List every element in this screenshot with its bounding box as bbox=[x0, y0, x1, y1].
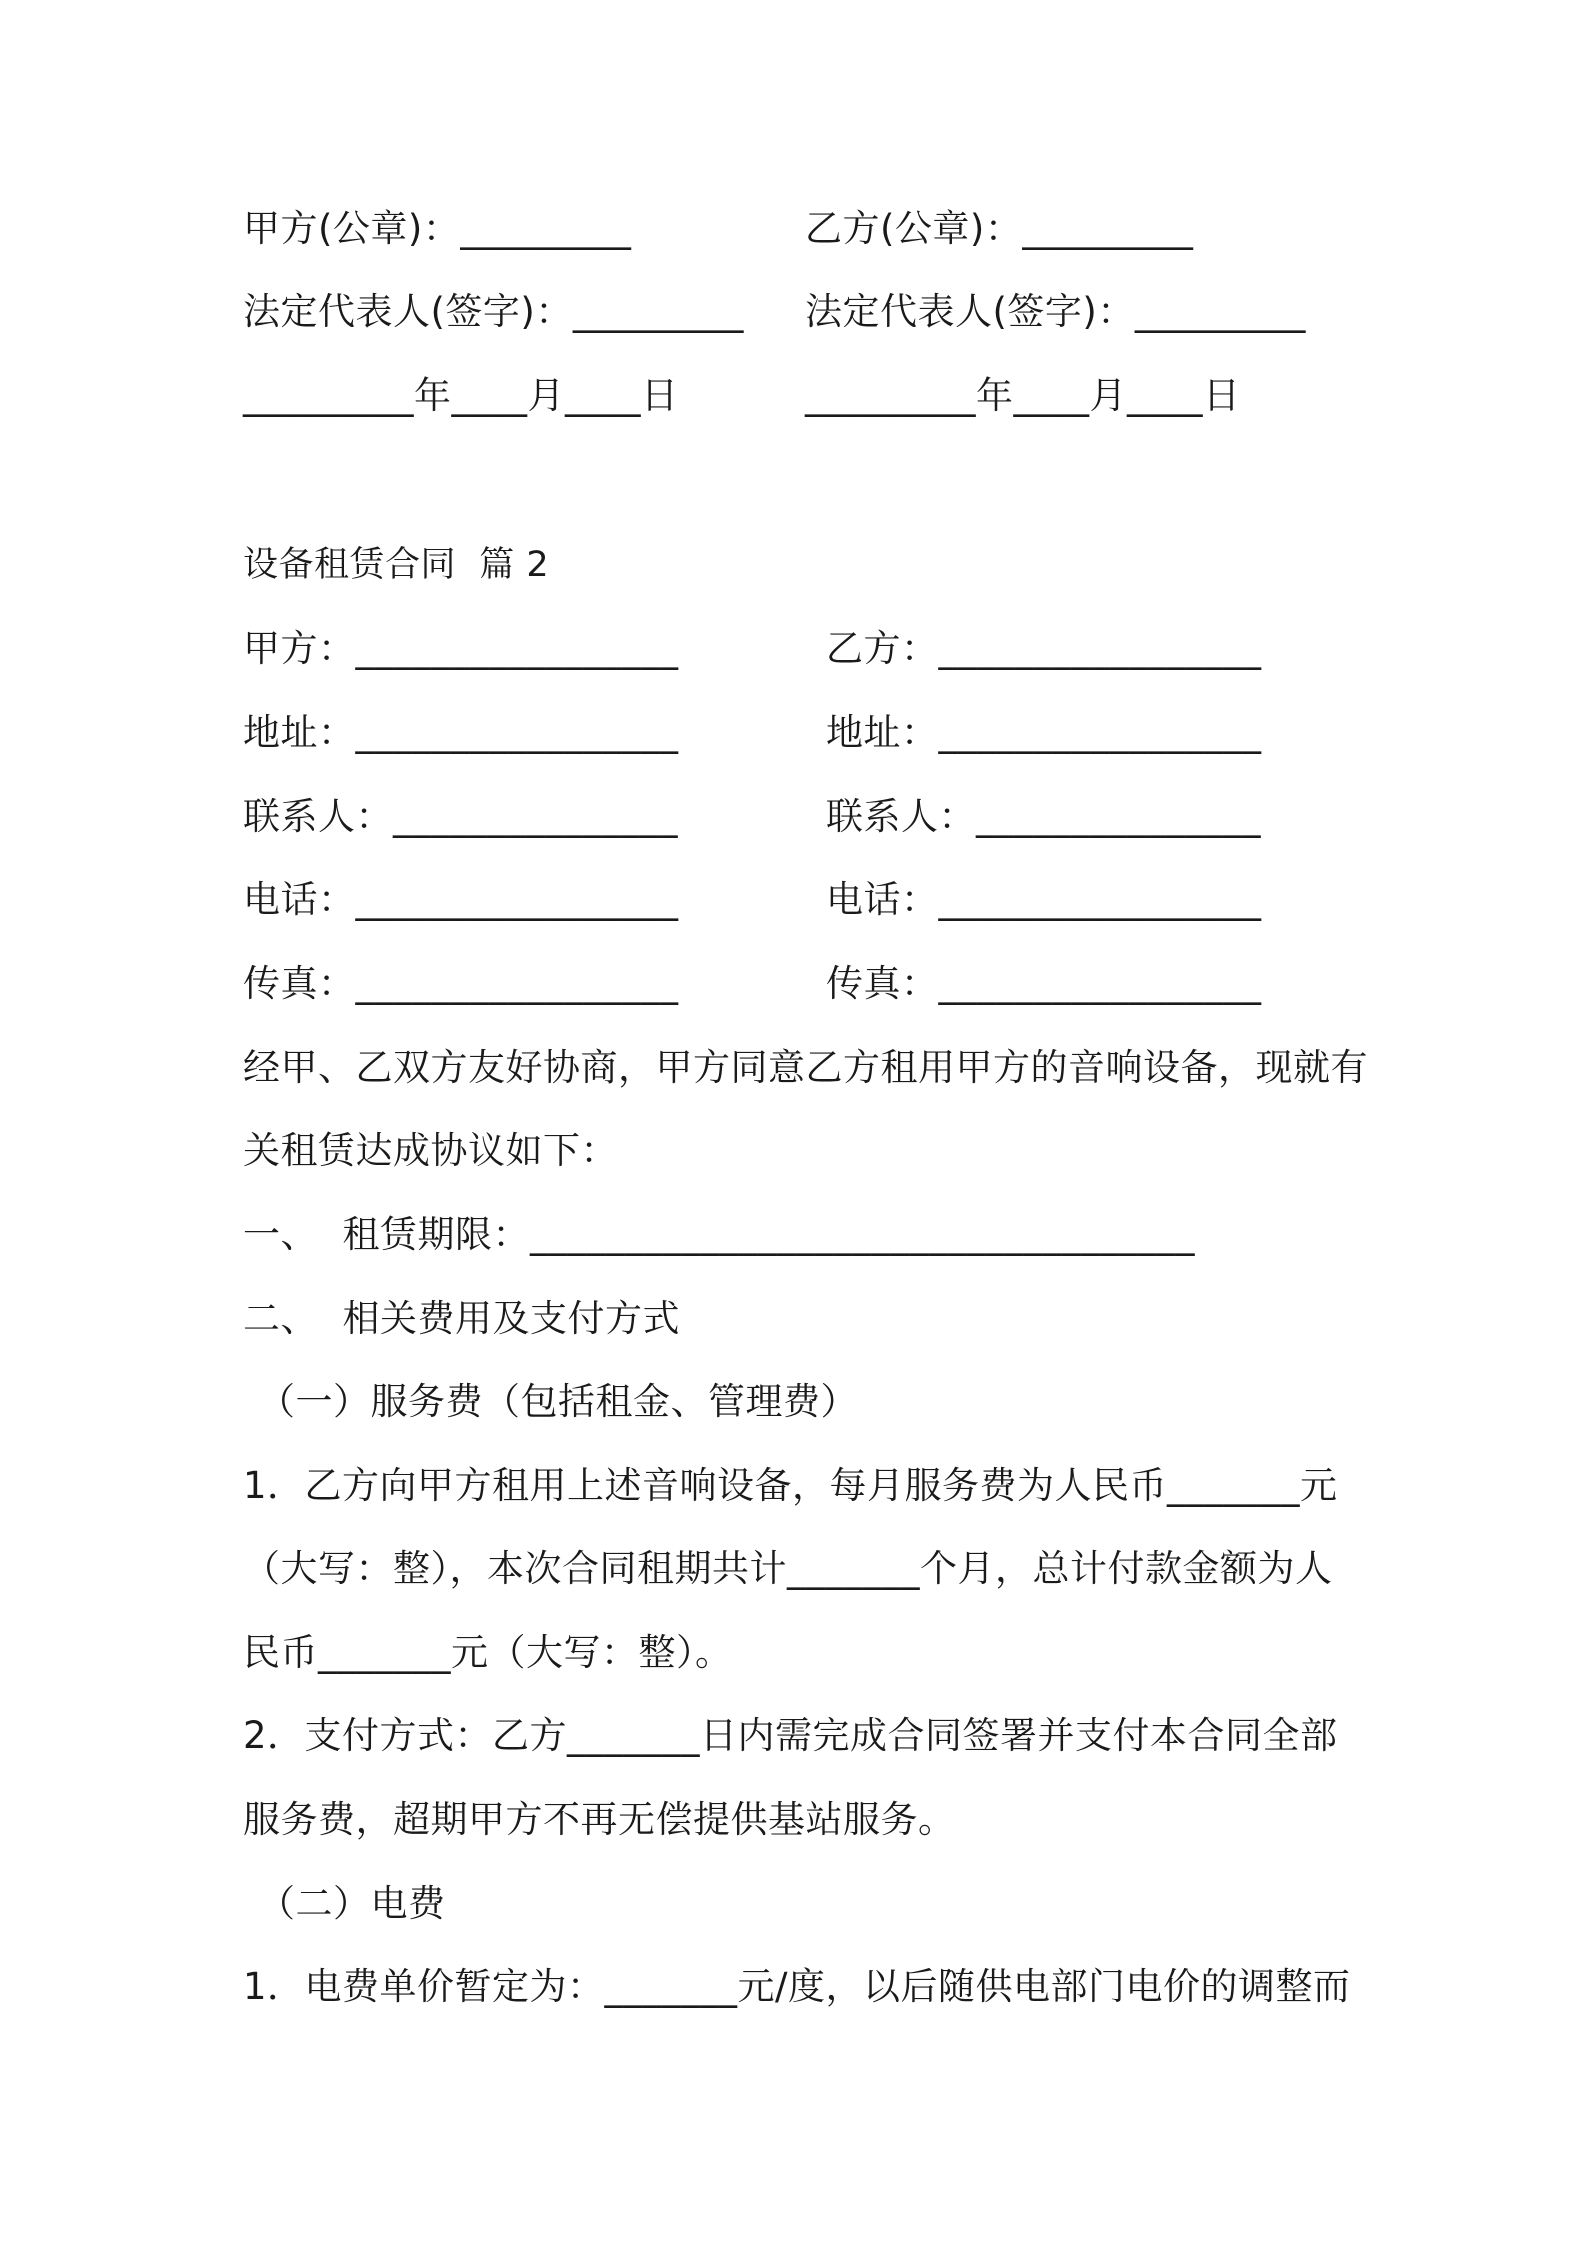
item-1-line-2: （大写：整），本次合同租期共计_______个月，总计付款金额为人 bbox=[243, 1547, 1333, 1590]
party-b-rep: 法定代表人(签字)：_________ bbox=[805, 290, 1306, 333]
item-2-line-1: 2．支付方式：乙方_______日内需完成合同签署并支付本合同全部 bbox=[243, 1714, 1338, 1757]
party-b-address: 地址：_________________ bbox=[826, 711, 1262, 754]
party-b-date: _________年____月____日 bbox=[805, 374, 1241, 417]
section-service-fee: （一）服务费（包括租金、管理费） bbox=[258, 1380, 858, 1423]
party-b-contact: 联系人：_______________ bbox=[826, 795, 1261, 838]
intro-line-1: 经甲、乙双方友好协商，甲方同意乙方租用甲方的音响设备，现就有 bbox=[243, 1046, 1368, 1089]
party-a-rep: 法定代表人(签字)：_________ bbox=[243, 290, 744, 333]
contract-title: 设备租赁合同 篇 2 bbox=[243, 545, 550, 585]
party-b-fax: 传真：_________________ bbox=[826, 962, 1262, 1005]
clause-2: 二、 相关费用及支付方式 bbox=[243, 1297, 681, 1340]
item-2-line-2: 服务费，超期甲方不再无偿提供基站服务。 bbox=[243, 1798, 956, 1841]
party-a-phone: 电话：_________________ bbox=[243, 878, 679, 921]
party-a-name: 甲方：_________________ bbox=[243, 627, 679, 670]
party-a-fax: 传真：_________________ bbox=[243, 962, 679, 1005]
intro-line-2: 关租赁达成协议如下： bbox=[243, 1129, 618, 1172]
party-a-contact: 联系人：_______________ bbox=[243, 795, 678, 838]
party-b-phone: 电话：_________________ bbox=[826, 878, 1262, 921]
item-1-line-1: 1．乙方向甲方租用上述音响设备，每月服务费为人民币_______元 bbox=[243, 1464, 1338, 1507]
party-a-address: 地址：_________________ bbox=[243, 711, 679, 754]
party-b-seal: 乙方(公章)：_________ bbox=[805, 207, 1194, 250]
party-b-name: 乙方：_________________ bbox=[826, 627, 1262, 670]
section-electricity: （二）电费 bbox=[258, 1882, 446, 1925]
clause-1: 一、 租赁期限：___________________________________ bbox=[243, 1213, 1196, 1256]
party-a-seal: 甲方(公章)：_________ bbox=[243, 207, 632, 250]
electricity-line-1: 1．电费单价暂定为：_______元/度，以后随供电部门电价的调整而 bbox=[243, 1965, 1351, 2008]
party-a-date: _________年____月____日 bbox=[243, 374, 679, 417]
item-1-line-3: 民币_______元（大写：整）。 bbox=[243, 1631, 733, 1674]
